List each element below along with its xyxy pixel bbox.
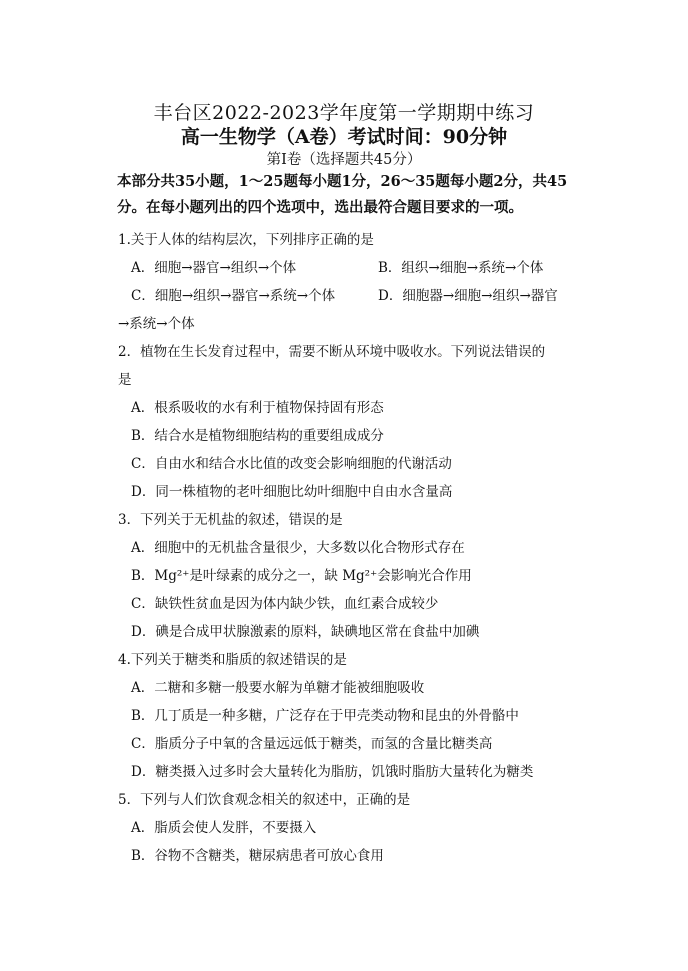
question-4-option-b: B．几丁质是一种多糖，广泛存在于甲壳类动物和昆虫的外骨骼中 xyxy=(131,708,519,724)
question-4-option-d: D．糖类摄入过多时会大量转化为脂肪，饥饿时脂肪大量转化为糖类 xyxy=(131,764,534,780)
question-5-option-a: A．脂质会使人发胖，不要摄入 xyxy=(131,820,317,836)
question-1-option-c: C．细胞→组织→器官→系统→个体 xyxy=(131,288,336,304)
intro-line-1: 本部分共35小题，1～25题每小题1分，26～35题每小题2分，共45 xyxy=(117,173,568,190)
question-3-option-b: B．Mg²⁺是叶绿素的成分之一，缺 Mg²⁺会影响光合作用 xyxy=(131,568,472,584)
section-title: 第Ⅰ卷（选择题共45分） xyxy=(266,152,422,168)
question-2-option-b: B．结合水是植物细胞结构的重要组成成分 xyxy=(131,428,384,444)
question-3-option-d: D．碘是合成甲状腺激素的原料，缺碘地区常在食盐中加碘 xyxy=(131,624,480,640)
question-1-option-d-continued: →系统→个体 xyxy=(118,316,195,332)
question-4-option-a: A．二糖和多糖一般要水解为单糖才能被细胞吸收 xyxy=(131,680,425,696)
intro-line-2: 分。在每小题列出的四个选项中，选出最符合题目要求的一项。 xyxy=(117,199,523,216)
question-5-stem: 5．下列与人们饮食观念相关的叙述中，正确的是 xyxy=(118,792,411,808)
exam-title: 丰台区2022-2023学年度第一学期期中练习 xyxy=(153,102,535,124)
question-3-option-c: C．缺铁性贫血是因为体内缺少铁，血红素合成较少 xyxy=(131,596,439,612)
question-1-stem: 1.关于人体的结构层次，下列排序正确的是 xyxy=(118,232,374,248)
exam-subtitle: 高一生物学（A卷）考试时间：90分钟 xyxy=(180,126,508,148)
question-2-option-c: C．自由水和结合水比值的改变会影响细胞的代谢活动 xyxy=(131,456,452,472)
question-2-option-a: A．根系吸收的水有利于植物保持固有形态 xyxy=(131,400,384,416)
question-2-option-d: D．同一株植物的老叶细胞比幼叶细胞中自由水含量高 xyxy=(131,484,453,500)
question-3-stem: 3．下列关于无机盐的叙述，错误的是 xyxy=(118,512,343,528)
question-1-option-b: B．组织→细胞→系统→个体 xyxy=(378,260,544,276)
question-4-stem: 4.下列关于糖类和脂质的叙述错误的是 xyxy=(118,652,347,668)
question-5-option-b: B．谷物不含糖类，糖尿病患者可放心食用 xyxy=(131,848,384,864)
question-4-option-c: C．脂质分子中氧的含量远远低于糖类，而氢的含量比糖类高 xyxy=(131,736,493,752)
question-2-stem: 2．植物在生长发育过程中，需要不断从环境中吸收水。下列说法错误的 xyxy=(118,344,546,360)
question-1-option-a: A．细胞→器官→组织→个体 xyxy=(131,260,297,276)
question-3-option-a: A．细胞中的无机盐含量很少，大多数以化合物形式存在 xyxy=(131,540,465,556)
question-1-option-d: D．细胞器→细胞→组织→器官 xyxy=(378,288,558,304)
question-2-stem-continued: 是 xyxy=(118,372,132,388)
